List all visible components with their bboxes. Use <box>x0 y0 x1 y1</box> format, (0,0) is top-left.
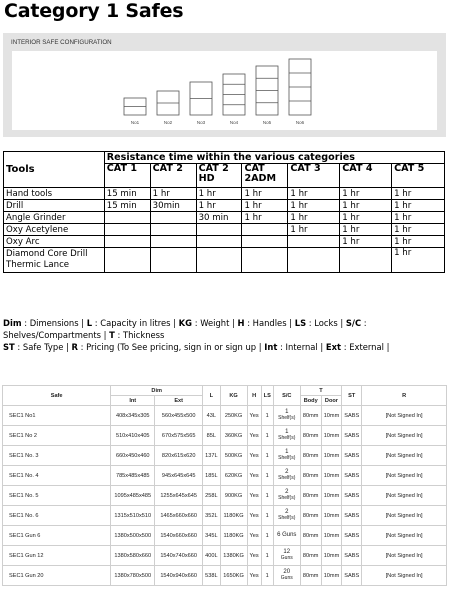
weight: 250KG <box>220 406 247 426</box>
safe-type: SABS <box>342 426 362 446</box>
handles: Yes <box>247 506 261 526</box>
dim-int: 660x450x460 <box>111 446 155 466</box>
shelves-count: 1 <box>285 409 289 416</box>
locks: 1 <box>261 526 273 546</box>
resistance-value <box>104 224 150 236</box>
col-safe: Safe <box>3 386 111 406</box>
pricing: [Not Signed In] <box>362 506 447 526</box>
legend-key: KG <box>178 318 193 328</box>
legend-line-2 <box>3 342 389 352</box>
safes-table <box>2 385 447 586</box>
dim-int: 1380x580x660 <box>111 546 155 566</box>
pricing: [Not Signed In] <box>362 546 447 566</box>
resistance-value: 1 hr <box>340 224 392 236</box>
table-row <box>3 506 447 526</box>
resistance-value: 1 hr <box>340 236 392 248</box>
pricing: [Not Signed In] <box>362 566 447 586</box>
weight: 900KG <box>220 486 247 506</box>
locks: 1 <box>261 426 273 446</box>
legend-desc: : Locks | <box>306 318 346 328</box>
resistance-value: 1 hr <box>340 212 392 224</box>
dim-int: 1095x485x485 <box>111 486 155 506</box>
safe-config-illustration <box>12 51 437 130</box>
shelves <box>273 466 300 486</box>
safe-config-label: No5 <box>262 120 272 125</box>
tool-name: Hand tools <box>4 188 105 200</box>
legend-key: Int <box>264 342 278 352</box>
tool-name: Angle Grinder <box>4 212 105 224</box>
col-body: Body <box>300 396 321 406</box>
handles: Yes <box>247 526 261 546</box>
col-dim: Dim <box>111 386 203 396</box>
shelves-count: 2 <box>285 469 289 476</box>
handles: Yes <box>247 566 261 586</box>
resistance-value <box>242 236 288 248</box>
thickness-body: 80mm <box>300 566 321 586</box>
legend-key: H <box>237 318 245 328</box>
dim-ext: 820x615x620 <box>155 446 203 466</box>
dim-ext: 1540x740x660 <box>155 546 203 566</box>
dim-int: 1380x500x500 <box>111 526 155 546</box>
resistance-value: 15 min <box>104 200 150 212</box>
tool-name: Drill <box>4 200 105 212</box>
locks: 1 <box>261 406 273 426</box>
dim-ext: 670x575x565 <box>155 426 203 446</box>
resistance-value <box>242 248 288 273</box>
tool-name: Diamond Core Drill Thermic Lance <box>4 248 105 273</box>
thickness-door: 10mm <box>321 566 342 586</box>
capacity: 185L <box>203 466 220 486</box>
category-header: CAT 2ADM <box>242 164 288 188</box>
resistance-value <box>288 248 340 273</box>
handles: Yes <box>247 546 261 566</box>
col-kg: KG <box>220 386 247 406</box>
safe-config-item <box>223 74 245 125</box>
safe-config-label: No3 <box>196 120 206 125</box>
safe-config-label: No2 <box>163 120 173 125</box>
table-row <box>3 406 447 426</box>
col-int: Int <box>111 396 155 406</box>
safe-config-label: No4 <box>229 120 239 125</box>
resistance-row <box>4 248 445 273</box>
resistance-row <box>4 236 445 248</box>
handles: Yes <box>247 486 261 506</box>
resistance-value <box>196 248 242 273</box>
pricing: [Not Signed In] <box>362 486 447 506</box>
col-sc: S/C <box>273 386 300 406</box>
shelves-unit: Guns <box>280 554 293 561</box>
legend-key: LS <box>294 318 307 328</box>
col-ls: LS <box>261 386 273 406</box>
safe-type: SABS <box>342 406 362 426</box>
locks: 1 <box>261 546 273 566</box>
legend-key: T <box>109 330 115 340</box>
safe-config-label: No1 <box>130 120 140 125</box>
handles: Yes <box>247 446 261 466</box>
safe-type: SABS <box>342 446 362 466</box>
resistance-value <box>196 236 242 248</box>
legend-desc: : Handles | <box>244 318 295 328</box>
handles: Yes <box>247 466 261 486</box>
resistance-value: 15 min <box>104 188 150 200</box>
resistance-value: 1 hr <box>288 212 340 224</box>
shelves-unit: Shelf(s) <box>278 454 296 461</box>
resistance-value <box>288 236 340 248</box>
resistance-value: 1 hr <box>392 224 445 236</box>
config-diagram <box>12 51 437 130</box>
safe-type: SABS <box>342 506 362 526</box>
safe-name: SEC1 Gun 20 <box>3 566 111 586</box>
shelves <box>273 506 300 526</box>
weight: 620KG <box>220 466 247 486</box>
resistance-value: 1 hr <box>288 200 340 212</box>
col-r: R <box>362 386 447 406</box>
resistance-value: 1 hr <box>150 188 196 200</box>
weight: 500KG <box>220 446 247 466</box>
legend-desc: : Safe Type | <box>14 342 72 352</box>
resistance-value <box>242 224 288 236</box>
thickness-door: 10mm <box>321 486 342 506</box>
page-title: Category 1 Safes <box>4 0 184 22</box>
resistance-value <box>150 236 196 248</box>
resistance-value: 1 hr <box>392 236 445 248</box>
resistance-row <box>4 200 445 212</box>
shelves-unit: Shelf(s) <box>278 514 296 521</box>
resistance-value <box>150 212 196 224</box>
dim-int: 1315x510x510 <box>111 506 155 526</box>
safe-type: SABS <box>342 526 362 546</box>
resistance-value: 1 hr <box>392 200 445 212</box>
thickness-body: 80mm <box>300 506 321 526</box>
safe-name: SEC1 No. 4 <box>3 466 111 486</box>
weight: 1650KG <box>220 566 247 586</box>
table-row <box>3 526 447 546</box>
safe-config-label: No6 <box>295 120 305 125</box>
resistance-value: 1 hr <box>288 188 340 200</box>
resistance-value: 30 min <box>196 212 242 224</box>
resistance-value: 1 hr <box>340 188 392 200</box>
table-row <box>3 426 447 446</box>
shelves-count: 1 <box>285 449 289 456</box>
tool-name: Oxy Arc <box>4 236 105 248</box>
locks: 1 <box>261 566 273 586</box>
resistance-value: 1 hr <box>392 248 445 273</box>
locks: 1 <box>261 486 273 506</box>
col-st: ST <box>342 386 362 406</box>
shelves <box>273 446 300 466</box>
legend-desc: : Dimensions | <box>21 318 87 328</box>
resistance-value: 30min <box>150 200 196 212</box>
thickness-body: 80mm <box>300 426 321 446</box>
resistance-row <box>4 188 445 200</box>
safe-type: SABS <box>342 546 362 566</box>
pricing: [Not Signed In] <box>362 446 447 466</box>
pricing: [Not Signed In] <box>362 406 447 426</box>
abbreviation-legend <box>3 317 445 353</box>
safe-config-item <box>190 82 212 125</box>
resistance-value <box>104 248 150 273</box>
thickness-door: 10mm <box>321 526 342 546</box>
interior-config-panel <box>3 33 446 137</box>
dim-ext: 1540x940x660 <box>155 566 203 586</box>
resistance-value <box>104 212 150 224</box>
shelves <box>273 526 300 546</box>
resistance-value: 1 hr <box>196 200 242 212</box>
col-ext: Ext <box>155 396 203 406</box>
shelves <box>273 486 300 506</box>
tools-header: Tools <box>4 152 105 188</box>
table-row <box>3 566 447 586</box>
category-header: CAT 2 <box>150 164 196 188</box>
safe-name: SEC1 No. 3 <box>3 446 111 466</box>
locks: 1 <box>261 506 273 526</box>
resistance-value: 1 hr <box>196 188 242 200</box>
dim-ext: 1465x660x660 <box>155 506 203 526</box>
shelves-count: 12 <box>283 549 291 556</box>
resistance-value: 1 hr <box>392 212 445 224</box>
shelves <box>273 566 300 586</box>
capacity: 137L <box>203 446 220 466</box>
col-door: Door <box>321 396 342 406</box>
dim-ext: 560x455x500 <box>155 406 203 426</box>
safe-name: SEC1 No. 6 <box>3 506 111 526</box>
handles: Yes <box>247 426 261 446</box>
dim-int: 510x410x405 <box>111 426 155 446</box>
category-header: CAT 3 <box>288 164 340 188</box>
col-l: L <box>203 386 220 406</box>
safe-name: SEC1 Gun 12 <box>3 546 111 566</box>
shelves-count: 2 <box>285 489 289 496</box>
thickness-door: 10mm <box>321 506 342 526</box>
legend-key: Ext <box>325 342 342 352</box>
table-row <box>3 466 447 486</box>
resistance-value: 1 hr <box>340 200 392 212</box>
locks: 1 <box>261 446 273 466</box>
shelves <box>273 426 300 446</box>
safe-type: SABS <box>342 466 362 486</box>
legend-desc: : Weight | <box>192 318 238 328</box>
legend-key: ST <box>3 342 15 352</box>
resistance-value: 1 hr <box>242 212 288 224</box>
thickness-body: 80mm <box>300 466 321 486</box>
shelves <box>273 406 300 426</box>
safe-config-item <box>157 91 179 125</box>
capacity: 352L <box>203 506 220 526</box>
legend-key: L <box>86 318 93 328</box>
safe-name: SEC1 No1 <box>3 406 111 426</box>
capacity: 345L <box>203 526 220 546</box>
legend-desc: : Pricing (To See pricing, sign in or sign up | <box>77 342 265 352</box>
thickness-body: 80mm <box>300 446 321 466</box>
shelves-unit: Shelf(s) <box>278 494 296 501</box>
table-row <box>3 446 447 466</box>
weight: 1180KG <box>220 526 247 546</box>
resistance-table <box>3 151 445 273</box>
col-h: H <box>247 386 261 406</box>
dim-int: 785x485x485 <box>111 466 155 486</box>
capacity: 43L <box>203 406 220 426</box>
capacity: 258L <box>203 486 220 506</box>
table-row <box>3 546 447 566</box>
shelves-unit: Shelf(s) <box>278 474 296 481</box>
thickness-door: 10mm <box>321 406 342 426</box>
table-row <box>3 486 447 506</box>
resistance-value <box>196 224 242 236</box>
shelves-count: 1 <box>285 429 289 436</box>
resistance-value <box>150 224 196 236</box>
resistance-header: Resistance time within the various categories <box>104 152 444 164</box>
category-header: CAT 1 <box>104 164 150 188</box>
legend-desc: : External | <box>341 342 390 352</box>
resistance-value: 1 hr <box>242 200 288 212</box>
safe-type: SABS <box>342 486 362 506</box>
category-header: CAT 4 <box>340 164 392 188</box>
shelves-unit: Shelf(s) <box>278 414 296 421</box>
pricing: [Not Signed In] <box>362 526 447 546</box>
legend-desc: : Capacity in litres | <box>92 318 179 328</box>
dim-ext: 1255x645x645 <box>155 486 203 506</box>
pricing: [Not Signed In] <box>362 426 447 446</box>
safe-config-item <box>256 66 278 125</box>
config-label: INTERIOR SAFE CONFIGURATION <box>11 39 112 46</box>
shelves-count: 20 <box>283 569 291 576</box>
legend-key: R <box>71 342 78 352</box>
shelves-unit: Shelf(s) <box>278 434 296 441</box>
weight: 1180KG <box>220 506 247 526</box>
legend-key: S/C <box>345 318 362 328</box>
weight: 360KG <box>220 426 247 446</box>
resistance-value: 1 hr <box>288 224 340 236</box>
capacity: 85L <box>203 426 220 446</box>
legend-desc: : Shelves/Compartments | <box>3 318 367 340</box>
legend-line-1 <box>3 318 367 340</box>
thickness-door: 10mm <box>321 466 342 486</box>
resistance-value <box>104 236 150 248</box>
thickness-door: 10mm <box>321 426 342 446</box>
resistance-row <box>4 212 445 224</box>
capacity: 538L <box>203 566 220 586</box>
weight: 1380KG <box>220 546 247 566</box>
tool-name: Oxy Acetylene <box>4 224 105 236</box>
col-t: T <box>300 386 342 396</box>
shelves-unit: Guns <box>280 574 293 581</box>
safe-name: SEC1 No. 5 <box>3 486 111 506</box>
resistance-row <box>4 224 445 236</box>
resistance-value: 1 hr <box>242 188 288 200</box>
legend-key: Dim <box>3 318 22 328</box>
shelves <box>273 546 300 566</box>
thickness-door: 10mm <box>321 546 342 566</box>
resistance-value <box>150 248 196 273</box>
safe-type: SABS <box>342 566 362 586</box>
locks: 1 <box>261 466 273 486</box>
safe-name: SEC1 No 2 <box>3 426 111 446</box>
thickness-body: 80mm <box>300 406 321 426</box>
legend-desc: : Internal | <box>277 342 326 352</box>
legend-desc: : Thickness <box>114 330 165 340</box>
capacity: 400L <box>203 546 220 566</box>
safe-config-item <box>289 59 311 125</box>
resistance-value <box>340 248 392 273</box>
shelves-count: 6 Guns <box>277 531 297 538</box>
pricing: [Not Signed In] <box>362 466 447 486</box>
category-header: CAT 5 <box>392 164 445 188</box>
category-header: CAT 2 HD <box>196 164 242 188</box>
handles: Yes <box>247 406 261 426</box>
resistance-value: 1 hr <box>392 188 445 200</box>
thickness-body: 80mm <box>300 526 321 546</box>
thickness-door: 10mm <box>321 446 342 466</box>
dim-int: 408x345x305 <box>111 406 155 426</box>
shelves-count: 2 <box>285 509 289 516</box>
dim-ext: 1540x660x660 <box>155 526 203 546</box>
thickness-body: 80mm <box>300 486 321 506</box>
safe-name: SEC1 Gun 6 <box>3 526 111 546</box>
thickness-body: 80mm <box>300 546 321 566</box>
dim-ext: 945x645x645 <box>155 466 203 486</box>
dim-int: 1380x780x500 <box>111 566 155 586</box>
safe-config-item <box>124 98 146 125</box>
